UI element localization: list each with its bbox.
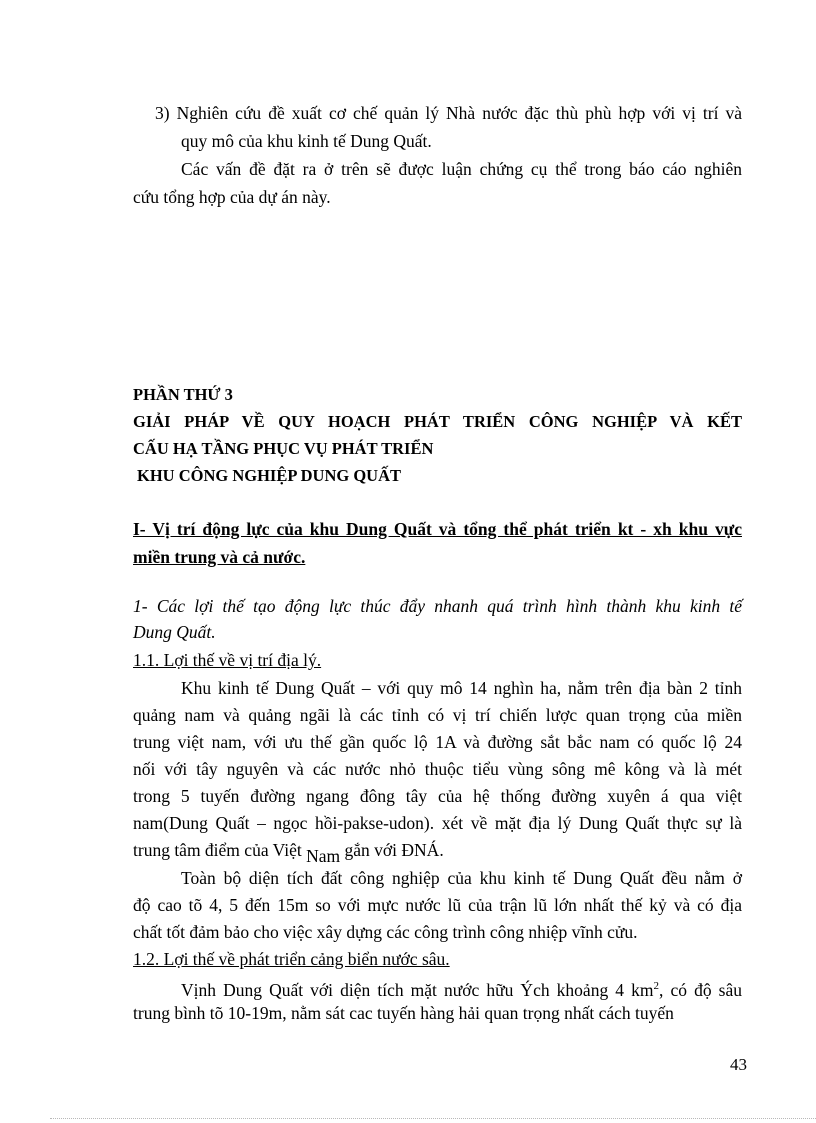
s1-1-last-post: gắn với ĐNÁ. bbox=[344, 840, 444, 860]
intro-para-line2: cứu tổng hợp của dự án này. bbox=[133, 187, 331, 207]
part-title-line2: CẤU HẠ TẦNG PHỤC VỤ PHÁT TRIỂN bbox=[133, 439, 434, 458]
s1-1-p2-line: chất tốt đảm bảo cho việc xây dựng các công trình công nhiệp vĩnh cửu. bbox=[133, 922, 638, 942]
part-label: PHẦN THỨ 3 bbox=[133, 385, 233, 404]
s1-1-last-sub: Nam bbox=[306, 846, 341, 866]
s1-1-line: trung việt nam, với ưu thế gần quốc lộ 1A và đường sắt bắc nam có quốc lộ 24 bbox=[133, 732, 742, 752]
s1-1-line: trong 5 tuyến đường ngang đông tây của hệ thống đường xuyên á qua việt bbox=[133, 786, 742, 806]
intro-item3-line1: 3) Nghiên cứu đề xuất cơ chế quản lý Nhà nước đặc thù phù hợp với vị trí và bbox=[155, 103, 742, 123]
footer-dotted-rule bbox=[50, 1118, 816, 1119]
s1-2-line1 bbox=[181, 974, 742, 1002]
heading-1-2: 1.2. Lợi thế về phát triển cảng biển nước sâu. bbox=[133, 949, 450, 969]
s1-1-line: quảng nam và quảng ngãi là các tỉnh có vị trí chiến lược quan trọng của miền bbox=[133, 705, 742, 725]
section1-heading-line1: I- Vị trí động lực của khu Dung Quất và tổng thể phát triển kt - xh khu vực bbox=[133, 519, 742, 539]
s1-2-line1-pre: Vịnh Dung Quất với diện tích mặt nước hữu Ých khoảng 4 km bbox=[181, 980, 654, 1000]
s1-1-last-pre: trung tâm điểm của Việt bbox=[133, 840, 302, 860]
s1-2-line1-sup: 2 bbox=[653, 980, 659, 992]
s1-2-line1-post: , có độ sâu bbox=[659, 980, 742, 1000]
s1-2-line2: trung bình tõ 10-19m, nằm sát cac tuyến hàng hải quan trọng nhất cách tuyến bbox=[133, 1003, 674, 1023]
part-title-line3: KHU CÔNG NGHIỆP DUNG QUẤT bbox=[137, 466, 402, 485]
subsection-heading-line1: 1- Các lợi thế tạo động lực thúc đẩy nhanh quá trình hình thành khu kinh tế bbox=[133, 596, 742, 616]
s1-1-line: Khu kinh tế Dung Quất – với quy mô 14 nghìn ha, nằm trên địa bàn 2 tỉnh bbox=[181, 678, 742, 698]
page-number: 43 bbox=[730, 1055, 747, 1074]
s1-1-line: nối với tây nguyên và các nước nhỏ thuộc tiểu vùng sông mê kông và là mét bbox=[133, 759, 742, 779]
heading-1-1: 1.1. Lợi thế về vị trí địa lý. bbox=[133, 650, 322, 670]
intro-para-line1: Các vấn đề đặt ra ở trên sẽ được luận chứng cụ thể trong báo cáo nghiên bbox=[181, 159, 742, 179]
section1-heading-line2: miền trung và cả nước. bbox=[133, 547, 306, 567]
s1-1-p2-line: Toàn bộ diện tích đất công nghiệp của khu kinh tế Dung Quất đều nằm ở bbox=[181, 868, 742, 888]
s1-1-line: nam(Dung Quất – ngọc hồi-pakse-udon). xét về mặt địa lý Dung Quất thực sự là bbox=[133, 813, 742, 833]
intro-item3-line2: quy mô của khu kinh tế Dung Quất. bbox=[181, 131, 432, 151]
s1-1-last-line bbox=[133, 838, 444, 866]
s1-1-p2-line: độ cao tõ 4, 5 đến 15m so với mực nước lũ của trận lũ lớn nhất thế kỷ và có địa bbox=[133, 895, 742, 915]
part-title-line1: GIẢI PHÁP VỀ QUY HOẠCH PHÁT TRIỂN CÔNG NGHIỆP VÀ KẾT bbox=[133, 412, 742, 431]
subsection-heading-line2: Dung Quất. bbox=[133, 622, 216, 642]
